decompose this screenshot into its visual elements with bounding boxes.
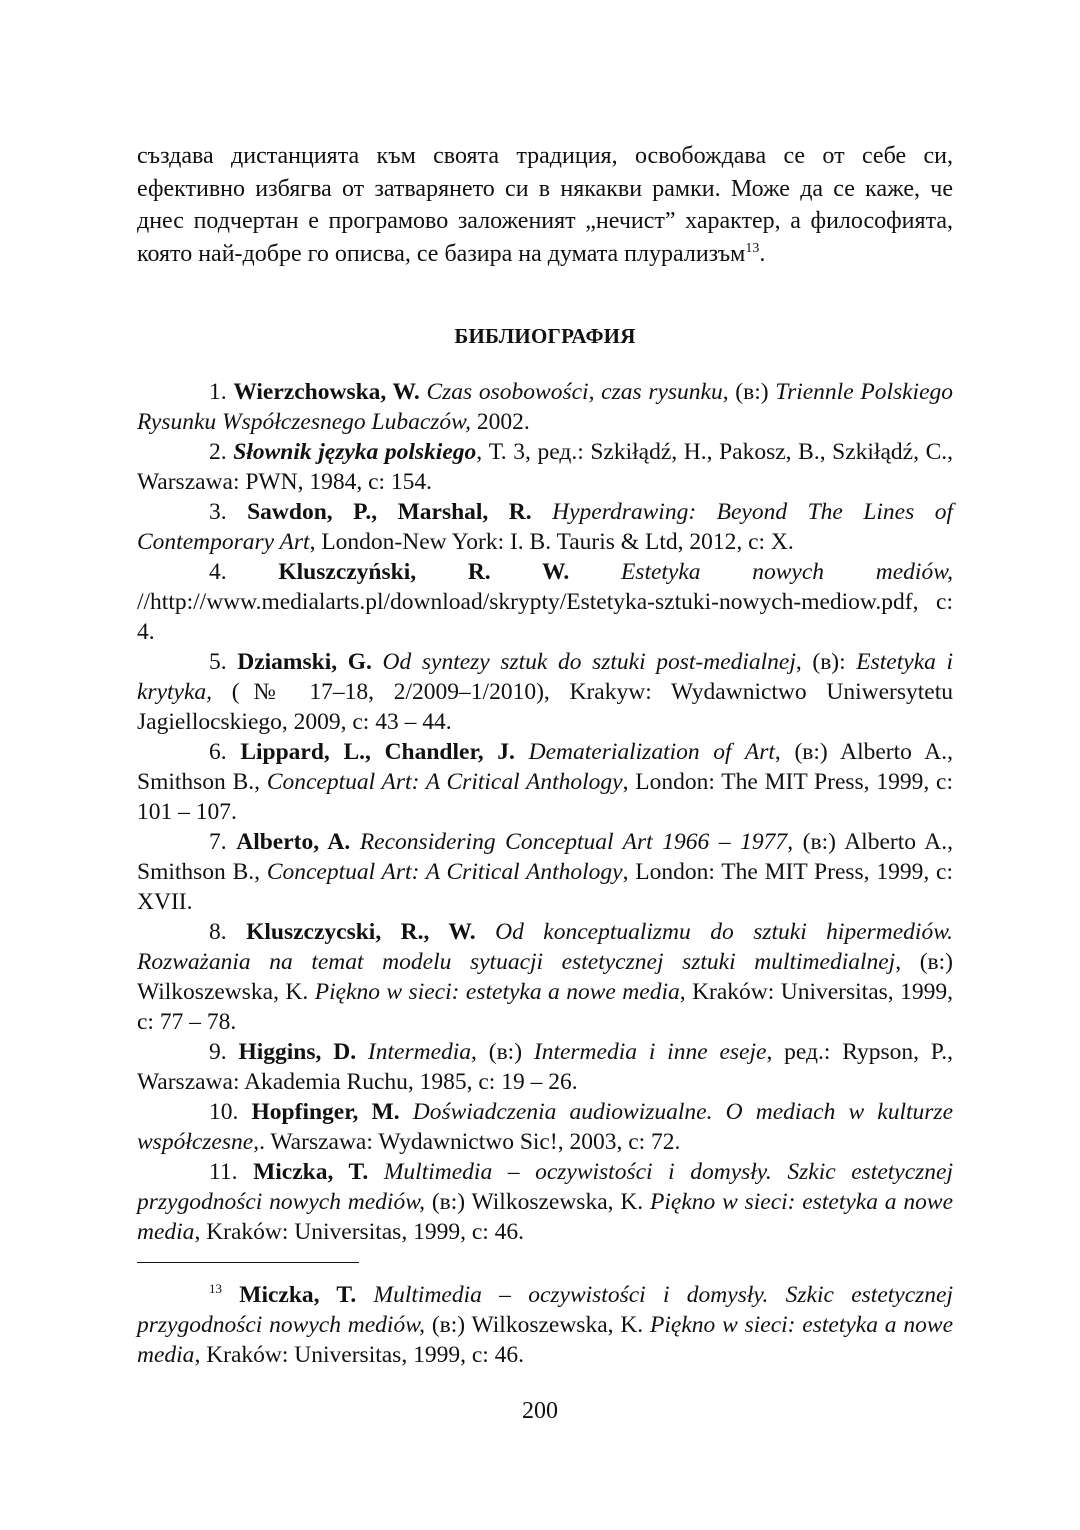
entry-connector: , (в): xyxy=(795,649,857,675)
bibliography-entry xyxy=(137,1037,953,1097)
bibliography-entry xyxy=(137,1157,953,1247)
entry-details: , London: The MIT Press, 1999, с: 101 – 107. xyxy=(137,769,953,825)
entry-title: Hyperdrawing: Beyond The Lines of Contemporary Art xyxy=(137,499,954,555)
entry-number: 8. xyxy=(209,919,247,945)
entry-details: , London: The MIT Press, 1999, с: XVII. xyxy=(137,859,953,915)
bibliography-entry xyxy=(137,437,953,497)
entry-source: Triennle Polskiego Rysunku Współczesnego Lubaczów, xyxy=(137,379,954,435)
entry-author: Wierzchowska, W. xyxy=(233,379,420,405)
entry-title: Estetyka nowych mediów, xyxy=(620,559,954,585)
entry-number: 1. xyxy=(209,379,234,405)
entry-number: 6. xyxy=(209,739,241,765)
entry-title: Multimedia – oczywistości i domysły. Szkic estetycznej przygodności nowych mediów, xyxy=(137,1159,953,1215)
bibliography-list xyxy=(137,377,953,1247)
entry-details: 2002. xyxy=(470,409,530,435)
entry-author: Alberto, A. xyxy=(236,829,351,855)
entry-source: Conceptual Art: A Critical Anthology xyxy=(266,859,623,885)
entry-number: 9. xyxy=(209,1039,239,1065)
entry-author: Miczka, T. xyxy=(253,1159,369,1185)
footnote-text xyxy=(137,1280,953,1370)
entry-title: Reconsidering Conceptual Art 1966 – 1977 xyxy=(359,829,788,855)
body-paragraph-text: създава дистанцията към своята традиция, освобождава се от себе си, ефективно избягва от затварянето си в някакви рамки. Може да се каже, че днес подчертан е програмово заложеният „нечист” характер, а философията, която най-добре го описва, се базира на думата плурализъм xyxy=(137,143,953,267)
footnote-separator xyxy=(137,1262,359,1263)
entry-connector: , (в:) Wilkoszewska, K. xyxy=(137,949,953,1005)
bibliography-entry xyxy=(137,1097,953,1157)
footnote-details: , Kraków: Universitas, 1999, с: 46. xyxy=(194,1342,525,1368)
entry-title: Doświadczenia audiowizualne. O mediach w kulturze współczesne, xyxy=(137,1099,954,1155)
entry-title: Od konceptualizmu do sztuki hipermediów. Rozważania na temat modelu sytuacji estetycznej sztuki multimedialnej xyxy=(137,919,954,975)
entry-number: 5. xyxy=(209,649,238,675)
entry-title: Od syntezy sztuk do sztuki post-medialnej xyxy=(382,649,796,675)
footnote-number: 13 xyxy=(209,1281,222,1297)
entry-source: Conceptual Art: A Critical Anthology xyxy=(266,769,623,795)
footnote-author: Miczka, T. xyxy=(239,1282,357,1308)
footnote-source: Piękno w sieci: estetyka a nowe media xyxy=(137,1312,953,1368)
bibliography-entry xyxy=(137,557,953,647)
entry-number: 7. xyxy=(209,829,237,855)
entry-details: , Т. 3, ред.: Szkiłądź, H., Pakosz, B., Szkiłądź, C., Warszawa: PWN, 1984, с: 154. xyxy=(137,439,954,495)
footnote xyxy=(137,1280,953,1370)
bibliography-entry xyxy=(137,377,953,437)
entry-details: . Warszawa: Wydawnictwo Sic!, 2003, с: 72. xyxy=(259,1129,681,1155)
entry-details: (№ 17–18, 2/2009–1/2010), Krakyw: Wydawnictwo Uniwersytetu Jagiellocskiego, 2009, с: 43 – 44. xyxy=(137,679,953,735)
entry-source: Piękno w sieci: estetyka a nowe media xyxy=(137,1189,953,1245)
bibliography-entry xyxy=(137,497,953,557)
bibliography-entry xyxy=(137,917,953,1037)
entry-source: Piękno w sieci: estetyka a nowe media xyxy=(314,979,680,1005)
entry-details: , London-New York: I. B. Tauris & Ltd, 2012, с: X. xyxy=(309,529,794,555)
entry-number: 10. xyxy=(209,1099,252,1125)
entry-details: , ред.: Rypson, P., Warszawa: Akademia Ruchu, 1985, с: 19 – 26. xyxy=(137,1039,954,1095)
entry-url[interactable]: //http://www.medialarts.pl/download/skrypty/Estetyka-sztuki-nowych-mediow.pdf, с: 4. xyxy=(137,589,953,645)
footnote-reference[interactable]: 13 xyxy=(745,240,760,256)
body-paragraph-end: . xyxy=(759,240,766,267)
entry-author: Kluszczyński, R. W. xyxy=(278,559,570,585)
entry-number: 4. xyxy=(209,559,279,585)
entry-title: Czas osobowości, czas rysunku xyxy=(426,379,723,405)
entry-author: Słownik języka polskiego xyxy=(233,439,477,465)
entry-author: Lippard, L., Chandler, J. xyxy=(240,739,515,765)
entry-details: , Kraków: Universitas, 1999, с: 77 – 78. xyxy=(137,979,953,1035)
entry-connector: , (в:) xyxy=(722,379,776,405)
entry-source: Intermedia i inne eseje xyxy=(533,1039,767,1065)
page-content xyxy=(137,140,953,1247)
bibliography-entry xyxy=(137,827,953,917)
entry-author: Higgins, D. xyxy=(238,1039,357,1065)
footnote-connector: (в:) Wilkoszewska, K. xyxy=(425,1312,651,1338)
bibliography-entry xyxy=(137,737,953,827)
bibliography-entry xyxy=(137,647,953,737)
entry-connector: , (в:) Alberto A., Smithson B., xyxy=(137,739,954,795)
entry-author: Kluszczycski, R., W. xyxy=(246,919,476,945)
body-paragraph xyxy=(137,140,953,270)
entry-title: Intermedia xyxy=(367,1039,472,1065)
entry-connector: (в:) Wilkoszewska, K. xyxy=(425,1189,651,1215)
footnote-title: Multimedia – oczywistości i domysły. Szkic estetycznej przygodności nowych mediów, xyxy=(137,1282,954,1338)
entry-source: Estetyka i krytyka, xyxy=(137,649,954,705)
entry-connector: , (в:) xyxy=(471,1039,534,1065)
page-number: 200 xyxy=(522,1398,558,1424)
entry-number: 3. xyxy=(209,499,248,525)
entry-number: 11. xyxy=(209,1159,254,1185)
entry-connector: , (в:) Alberto A., Smithson B., xyxy=(137,829,953,885)
entry-author: Hopfinger, M. xyxy=(251,1099,400,1125)
entry-author: Sawdon, P., Marshal, R. xyxy=(247,499,532,525)
entry-author: Dziamski, G. xyxy=(237,649,372,675)
entry-number: 2. xyxy=(209,439,234,465)
bibliography-heading: БИБЛИОГРАФИЯ xyxy=(454,324,636,348)
entry-title: Dematerialization of Art xyxy=(528,739,775,765)
entry-details: , Kraków: Universitas, 1999, с: 46. xyxy=(194,1219,525,1245)
